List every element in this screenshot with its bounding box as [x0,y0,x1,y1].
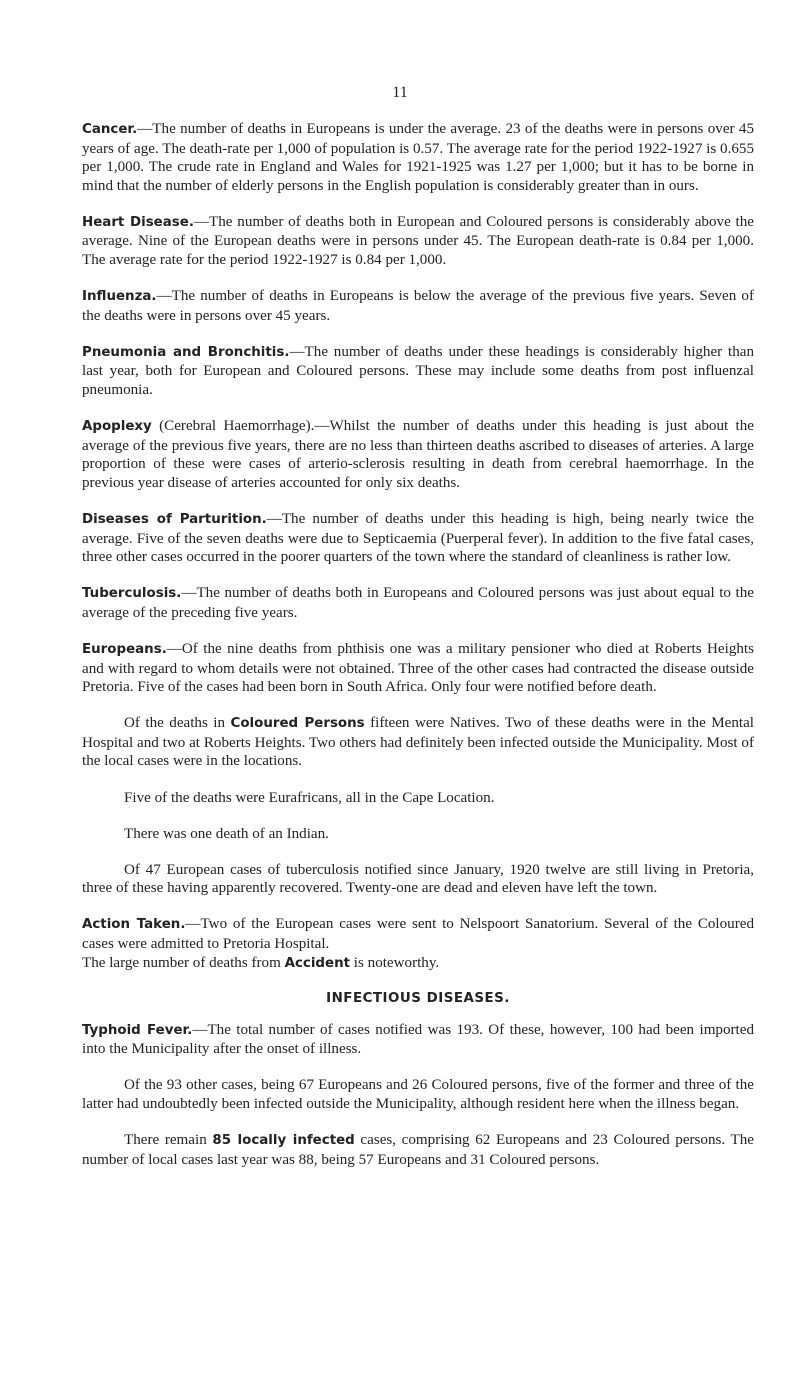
text-tuberculosis: —The number of deaths both in Europeans and Coloured persons was just about equal to the average of the preceding five years. [82,585,754,621]
text-apoplexy: (Cerebral Haemorrhage).—Whilst the number of deaths under this heading is just about the average of the previous five years, there are no less than thirteen deaths ascribed to diseases of arteries. A large proportion of these were cases of arterio-sclerosis resulting in death from cerebral haemorrhage. In the previous year disease of arteries accounted for only six deaths. [82,418,754,491]
text-notified-cases: Of 47 European cases of tuberculosis notified since January, 1920 twelve are still living in Pretoria, three of these having apparently recovered. Twenty-one are dead and eleven have left the town. [82,861,754,897]
paragraph-notified-cases [82,861,754,898]
text-europeans: —Of the nine deaths from phthisis one was a military pensioner who died at Roberts Heights and with regard to whom details were not obtained. Three of the other cases had contracted the disease outside Pretoria. Five of the cases had been born in South Africa. Only four were notified before death. [82,640,754,696]
heading-parturition: Diseases of Parturition. [82,512,267,527]
text-coloured-bold: Coloured Persons [230,716,365,732]
paragraph-europeans [82,640,754,697]
text-typhoid: —The total number of cases notified was 193. Of these, however, 100 had been imported into the Municipality after the onset of illness. [82,1021,754,1058]
text-influenza: —The number of deaths in Europeans is below the average of the previous five years. Seven of the deaths were in persons over 45 years. [82,288,754,324]
text-parturition: —The number of deaths under this heading is high, being nearly twice the average. Five of the seven deaths were due to Septicaemia (Puerperal fever). In addition to the five fatal cases, three other cases occurred in the poorer quarters of the town where the standard of cleanliness is rather low. [82,511,754,566]
text-action-taken: —Two of the European cases were sent to Nelspoort Sanatorium. Several of the Coloured cases were admitted to Pretoria Hospital. [82,916,754,952]
paragraph-heart-disease [82,213,754,270]
document-body [82,120,754,1187]
text-coloured-pre: Of the deaths in [124,715,231,732]
text-accident-bold: Accident [284,955,351,971]
text-heart-disease: —The number of deaths both in European and Coloured persons is considerably above the average. Nine of the European deaths were in persons under 45. The European death-rate is 0.84 per 1,000. The average rate for the period 1922-1927 is 0.84 per 1,000. [82,213,754,269]
heading-action-taken: Action Taken. [82,917,186,933]
section-title-infectious-diseases: INFECTIOUS DISEASES. [326,990,510,1006]
text-pneumonia: —The number of deaths under these headings is considerably higher than last year, both for European and Coloured persons. These may include some deaths from post influenzal pneumonia. [82,343,754,399]
text-indian: There was one death of an Indian. [124,825,329,842]
text-eurafricans: Five of the deaths were Eurafricans, all in the Cape Location. [124,789,495,806]
paragraph-pneumonia [82,343,754,400]
paragraph-other-cases [82,1076,754,1113]
paragraph-typhoid [82,1021,754,1059]
text-remain-post: cases, comprising 62 Europeans and 23 Coloured persons. The number of local cases last year was 88, being 57 Europeans and 31 Coloured persons. [82,1132,754,1168]
text-remain-bold: 85 locally infected [212,1133,355,1149]
paragraph-locally-infected [82,1131,754,1169]
text-other-cases: Of the 93 other cases, being 67 Europeans and 26 Coloured persons, five of the former and three of the latter had undoubtedly been infected outside the Municipality, although resident here when the illness began. [82,1077,754,1112]
paragraph-tuberculosis [82,584,754,622]
paragraph-coloured-persons [82,714,754,771]
text-accident-pre: The large number of deaths from [82,954,285,971]
heading-apoplexy: Apoplexy [82,419,152,435]
heading-cancer: Cancer. [82,122,138,137]
text-cancer: —The number of deaths in Europeans is under the average. 23 of the deaths were in persons over 45 years of age. The death-rate per 1,000 of population is 0.57. The average rate for the period 1922-1927 is 0.655 per 1,000. The crude rate in England and Wales for 1921-1925 was 1.27 per 1,000; but it has to be borne in mind that the number of elderly persons in the English population is considerably greater than in ours. [82,121,754,194]
text-accident-post: is noteworthy. [350,954,440,971]
paragraph-cancer [82,120,754,195]
page-number: 11 [392,84,408,101]
paragraph-eurafricans [82,789,754,808]
heading-heart-disease: Heart Disease. [82,214,194,230]
heading-typhoid: Typhoid Fever. [82,1022,193,1038]
heading-pneumonia: Pneumonia and Bronchitis. [82,344,290,360]
text-remain-pre: There remain [124,1132,213,1149]
paragraph-influenza [82,287,754,325]
heading-influenza: Influenza. [82,289,157,305]
paragraph-indian [82,825,754,844]
paragraph-action-taken [82,915,754,973]
text-coloured-post: fifteen were Natives. Two of these deaths were in the Mental Hospital and two at Roberts Heights. Two others had definitely been infected outside the Municipality. Most of the local cases were in the locations. [82,715,754,770]
paragraph-parturition [82,510,754,567]
heading-tuberculosis: Tuberculosis. [82,586,182,602]
paragraph-apoplexy [82,417,754,492]
heading-europeans: Europeans. [82,641,167,657]
